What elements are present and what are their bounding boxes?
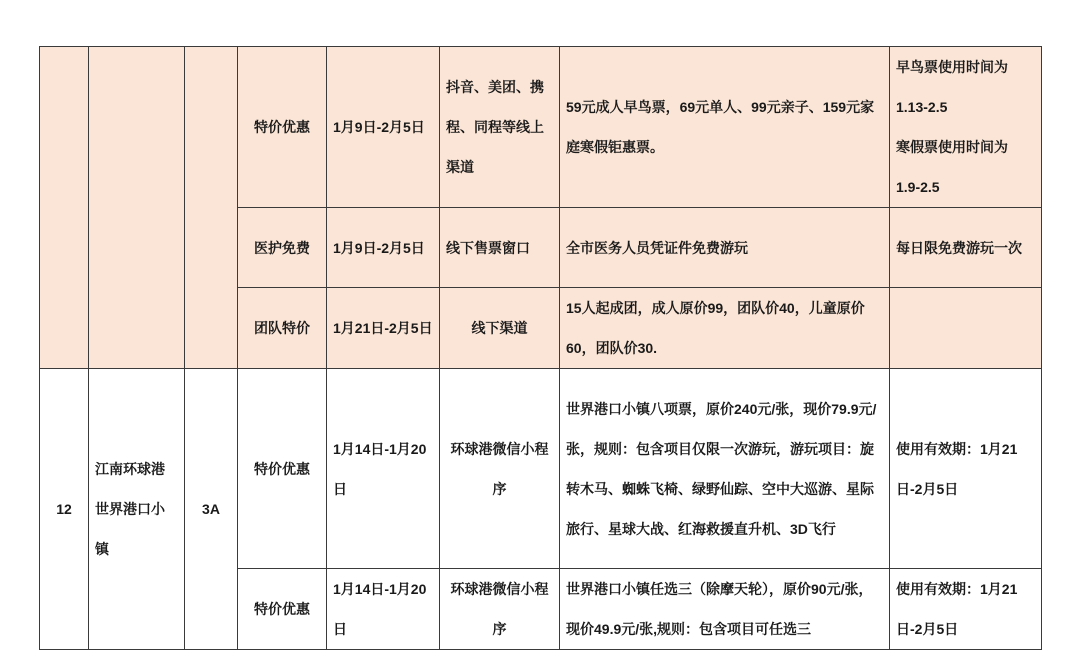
table-row [40,369,1042,569]
promo-channel: 线下渠道 [440,288,560,369]
promo-date: 1月14日-1月20日 [327,369,440,569]
note-line: 1.9-2.5 [896,179,940,195]
promotion-table [39,46,1042,650]
promo-date: 1月14日-1月20日 [327,569,440,650]
promo-content: 全市医务人员凭证件免费游玩 [560,208,890,288]
promo-channel: 环球港微信小程序 [440,369,560,569]
promo-content: 世界港口小镇八项票，原价240元/张，现价79.9元/张，规则：包含项目仅限一次游玩，游玩项目：旋转木马、蜘蛛飞椅、绿野仙踪、空中大巡游、星际旅行、星球大战、红海救援直升机、3D飞行 [560,369,890,569]
table-row [40,47,1042,208]
promo-type: 特价优惠 [238,569,327,650]
attraction-level: 3A [185,369,238,650]
promo-date: 1月9日-2月5日 [327,47,440,208]
promo-type: 特价优惠 [238,369,327,569]
note-line: 1.13-2.5 [896,99,948,115]
promo-date: 1月9日-2月5日 [327,208,440,288]
name-cell [89,47,185,369]
row-number: 12 [40,369,89,650]
promo-channel: 线下售票窗口 [440,208,560,288]
promo-note: 每日限免费游玩一次 [890,208,1042,288]
note-line: 寒假票使用时间为 [896,139,1008,155]
promo-content-text: 世界港口小镇任选三（除摩天轮），原价90元/张，现价49.9元/张,规则：包含项目可任选三 [566,581,873,637]
no-cell [40,47,89,369]
promo-type: 特价优惠 [238,47,327,208]
attraction-name: 江南环球港世界港口小镇 [89,369,185,650]
promo-date: 1月21日-2月5日 [327,288,440,369]
promo-content [560,569,890,650]
promo-note [890,47,1042,208]
promo-type: 医护免费 [238,208,327,288]
promo-channel: 环球港微信小程序 [440,569,560,650]
promo-content: 59元成人早鸟票，69元单人、99元亲子、159元家庭寒假钜惠票。 [560,47,890,208]
promo-note [890,288,1042,369]
promo-note: 使用有效期：1月21日-2月5日 [890,369,1042,569]
level-cell [185,47,238,369]
note-line: 早鸟票使用时间为 [896,59,1008,75]
promo-note: 使用有效期：1月21日-2月5日 [890,569,1042,650]
promo-channel: 抖音、美团、携程、同程等线上渠道 [440,47,560,208]
promo-type: 团队特价 [238,288,327,369]
promo-content: 15人起成团，成人原价99，团队价40，儿童原价60，团队价30. [560,288,890,369]
